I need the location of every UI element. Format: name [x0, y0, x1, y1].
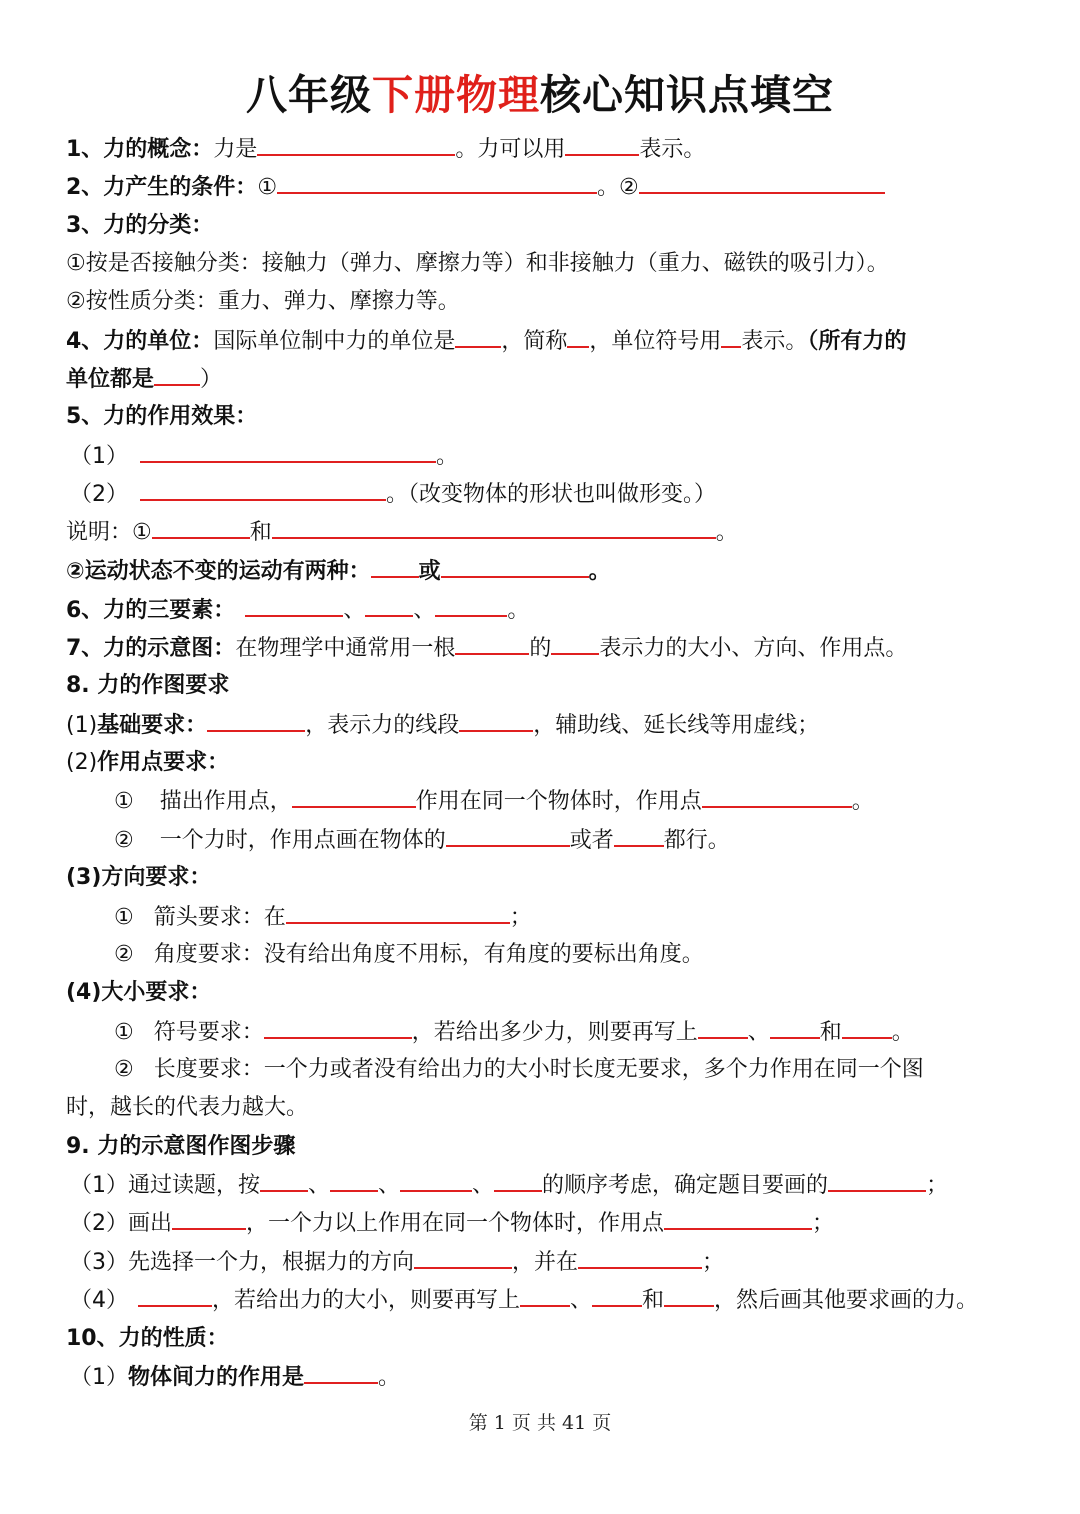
text: ，若给出力的大小，则要再写上 — [212, 1288, 521, 1313]
text: 、 — [472, 1173, 495, 1198]
answer-blank[interactable] — [639, 172, 885, 194]
question-1 — [66, 134, 705, 165]
text: 都行。 — [663, 828, 730, 853]
text: (4) — [66, 980, 102, 1005]
question-9-step-2 — [70, 1208, 834, 1239]
answer-blank[interactable] — [260, 1170, 308, 1192]
question-3-label: 3、力的分类： — [66, 213, 214, 238]
text: 力是 — [213, 137, 258, 162]
question-8-sub-4-item-2 — [114, 1055, 924, 1085]
question-8-sub-1 — [66, 710, 819, 741]
text: 和 — [819, 1020, 842, 1045]
question-3-line-1: ①按是否接触分类：接触力（弹力、摩擦力等）和非接触力（重力、磁铁的吸引力）。 — [66, 251, 889, 276]
text: （所有力的 — [807, 329, 907, 354]
text: 。 — [378, 1365, 401, 1390]
question-4-cont — [66, 364, 222, 395]
answer-blank[interactable] — [494, 1170, 542, 1192]
answer-blank[interactable] — [245, 595, 343, 617]
question-9-label: 9. 力的示意图作图步骤 — [66, 1134, 296, 1159]
text: ① — [114, 1020, 134, 1045]
text: ； — [926, 1173, 949, 1198]
text: ① — [114, 905, 134, 930]
text: (1) — [66, 713, 98, 738]
text: 、 — [308, 1173, 331, 1198]
question-8-sub-3-item-2 — [114, 940, 704, 970]
sub-label: 作用点要求： — [97, 750, 230, 775]
text: （1） — [70, 444, 128, 469]
title-part: 核心知识点填空 — [540, 71, 834, 119]
text: 一个力时，作用点画在物体的 — [159, 828, 446, 853]
text: 作用在同一个物体时，作用点 — [415, 789, 702, 814]
answer-blank[interactable] — [520, 1285, 570, 1307]
answer-blank[interactable] — [365, 595, 413, 617]
text: ② — [114, 942, 134, 967]
answer-blank[interactable] — [578, 1247, 702, 1269]
answer-blank[interactable] — [664, 1285, 714, 1307]
page-footer: 第 1 页 共 41 页 — [468, 1412, 612, 1434]
text: ，表示力的线段 — [305, 713, 460, 738]
text: ，辅助线、延长线等用虚线； — [533, 713, 820, 738]
answer-blank[interactable] — [371, 556, 419, 578]
question-8-sub-4-item-1 — [114, 1017, 914, 1048]
question-8-sub-2 — [66, 748, 229, 778]
answer-blank[interactable] — [172, 1208, 246, 1230]
answer-blank[interactable] — [459, 710, 533, 732]
answer-blank[interactable] — [207, 710, 305, 732]
answer-blank[interactable] — [698, 1017, 748, 1039]
text: 。 — [891, 1020, 914, 1045]
question-3-line-2: ②按性质分类：重力、弹力、摩擦力等。 — [66, 289, 460, 314]
answer-blank[interactable] — [272, 517, 716, 539]
question-8-sub-3 — [66, 863, 211, 893]
text: 。 — [851, 789, 874, 814]
text: ； — [702, 1250, 725, 1275]
text: ① — [114, 789, 134, 814]
question-label: 1、力的概念： — [66, 137, 214, 162]
title-highlight: 下册物理 — [372, 71, 540, 119]
answer-blank[interactable] — [286, 902, 510, 924]
text: ② — [114, 828, 134, 853]
question-label: 2、力产生的条件： — [66, 175, 258, 200]
answer-blank[interactable] — [277, 172, 597, 194]
question-5-item-2 — [70, 479, 716, 510]
title-part: 八年级 — [246, 71, 372, 119]
text: 。（改变物体的形状也叫做形变。） — [386, 482, 717, 507]
text: ，并在 — [512, 1250, 579, 1275]
question-5-label: 5、力的作用效果： — [66, 404, 258, 429]
answer-blank[interactable] — [446, 825, 570, 847]
text: ① — [257, 175, 278, 200]
text: 或者 — [569, 828, 614, 853]
answer-blank[interactable] — [435, 595, 507, 617]
text: （1） — [70, 1365, 128, 1390]
text: ② — [114, 1057, 134, 1082]
question-label: 6、力的三要素： — [66, 598, 236, 623]
text: 角度要求：没有给出角度不用标，有角度的要标出角度。 — [153, 942, 704, 967]
text: ； — [509, 905, 532, 930]
answer-blank[interactable] — [842, 1017, 892, 1039]
text: 的 — [529, 636, 552, 661]
answer-blank[interactable] — [140, 441, 436, 463]
text: ，一个力以上作用在同一个物体时，作用点 — [246, 1211, 665, 1236]
text: （2）画出 — [70, 1211, 172, 1236]
question-label: 4、力的单位： — [66, 329, 214, 354]
question-6 — [66, 595, 529, 626]
question-label: 7、力的示意图： — [66, 636, 236, 661]
text: ，然后画其他要求画的力。 — [714, 1288, 979, 1313]
answer-blank[interactable] — [257, 134, 455, 156]
question-5-note-2 — [66, 556, 611, 587]
question-7 — [66, 633, 907, 664]
text: 长度要求：一个力或者没有给出力的大小时长度无要求，多个力作用在同一个图 — [153, 1057, 924, 1082]
text: 、 — [413, 598, 436, 623]
text: 、 — [378, 1173, 401, 1198]
answer-blank[interactable] — [154, 364, 200, 386]
answer-blank[interactable] — [567, 326, 589, 348]
question-9-step-1 — [70, 1170, 948, 1201]
answer-blank[interactable] — [702, 786, 852, 808]
text: 描出作用点， — [159, 789, 292, 814]
text: 和 — [249, 520, 272, 545]
answer-blank[interactable] — [138, 1285, 212, 1307]
answer-blank[interactable] — [304, 1362, 378, 1384]
question-5-item-1 — [70, 441, 458, 472]
question-10-label: 10、力的性质： — [66, 1326, 229, 1351]
text: 在物理学中通常用一根 — [235, 636, 456, 661]
question-2 — [66, 172, 885, 203]
text: ，简称 — [501, 329, 568, 354]
question-10-item-1 — [70, 1362, 400, 1393]
answer-blank[interactable] — [565, 134, 639, 156]
sub-label: 基础要求： — [97, 713, 208, 738]
text: 符号要求： — [153, 1020, 264, 1045]
text: ，若给出多少力，则要再写上 — [411, 1020, 698, 1045]
question-8-sub-2-item-1 — [114, 786, 874, 817]
answer-blank[interactable] — [592, 1285, 642, 1307]
sub-label: 大小要求： — [101, 980, 212, 1005]
text: 表示。 — [741, 329, 808, 354]
text: 或 — [418, 559, 441, 584]
question-8-sub-4 — [66, 978, 211, 1008]
answer-blank[interactable] — [770, 1017, 820, 1039]
answer-blank[interactable] — [152, 517, 250, 539]
text: 表示。 — [639, 137, 706, 162]
text: 、 — [747, 1020, 770, 1045]
question-4 — [66, 326, 906, 357]
answer-blank[interactable] — [455, 326, 501, 348]
text: （1）通过读题，按 — [70, 1173, 260, 1198]
question-8-sub-2-item-2 — [114, 825, 730, 856]
text: (3) — [66, 865, 102, 890]
answer-blank[interactable] — [828, 1170, 926, 1192]
answer-blank[interactable] — [292, 786, 416, 808]
text: （3）先选择一个力，根据力的方向 — [70, 1250, 414, 1275]
text: (2) — [66, 750, 98, 775]
text: （2） — [70, 482, 128, 507]
text: 。力可以用 — [455, 137, 566, 162]
text: 。 — [436, 444, 459, 469]
text: ，单位符号用 — [589, 329, 722, 354]
text: 。② — [597, 175, 639, 200]
answer-blank[interactable] — [414, 1247, 512, 1269]
text: 、 — [570, 1288, 593, 1313]
question-8-sub-4-item-2-cont: 时，越长的代表力越大。 — [66, 1095, 309, 1120]
text: 说明：① — [66, 520, 152, 545]
answer-blank[interactable] — [330, 1170, 378, 1192]
text: ） — [200, 367, 223, 392]
text: ②运动状态不变的运动有两种： — [66, 559, 371, 584]
question-8-label: 8. 力的作图要求 — [66, 673, 230, 698]
answer-blank[interactable] — [721, 326, 741, 348]
answer-blank[interactable] — [551, 633, 599, 655]
answer-blank[interactable] — [664, 1208, 812, 1230]
question-9-step-4 — [70, 1285, 978, 1316]
text: （4） — [70, 1288, 128, 1313]
answer-blank[interactable] — [400, 1170, 472, 1192]
text: 、 — [343, 598, 366, 623]
text: 物体间力的作用是 — [128, 1365, 305, 1390]
text: 表示力的大小、方向、作用点。 — [599, 636, 908, 661]
text: 的顺序考虑，确定题目要画的 — [542, 1173, 829, 1198]
answer-blank[interactable] — [614, 825, 664, 847]
question-9-step-3 — [70, 1247, 724, 1278]
answer-blank[interactable] — [140, 479, 386, 501]
page-title — [0, 62, 1080, 121]
text: 。 — [507, 598, 530, 623]
text: 。 — [715, 520, 738, 545]
answer-blank[interactable] — [264, 1017, 412, 1039]
question-5-note — [66, 517, 738, 548]
text: 箭头要求：在 — [153, 905, 286, 930]
text: 和 — [642, 1288, 665, 1313]
answer-blank[interactable] — [441, 556, 589, 578]
question-8-sub-3-item-1 — [114, 902, 532, 933]
text: 。 — [588, 559, 611, 584]
text: ； — [812, 1211, 835, 1236]
sub-label: 方向要求： — [101, 865, 212, 890]
text: 国际单位制中力的单位是 — [213, 329, 456, 354]
text: 单位都是 — [66, 367, 155, 392]
answer-blank[interactable] — [455, 633, 529, 655]
